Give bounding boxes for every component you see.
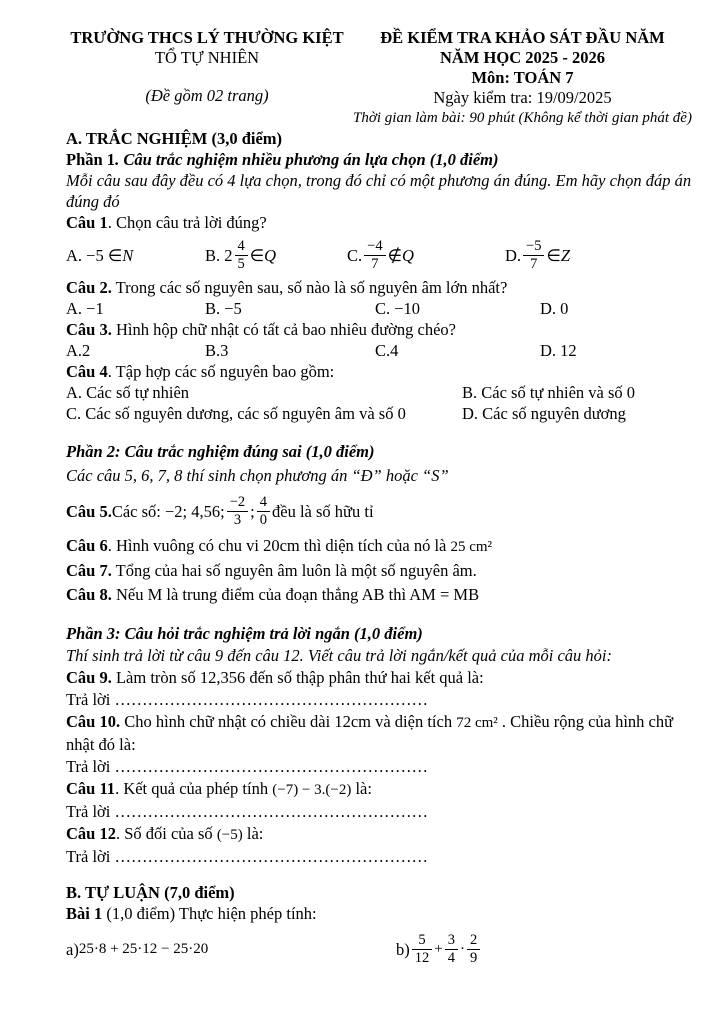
option-d-relation: ∈ [546, 245, 561, 265]
question-10 [66, 711, 697, 756]
question-1-options [66, 233, 697, 277]
question-9-label: Câu 9. [66, 668, 112, 687]
numerator: −4 [364, 238, 385, 255]
exercise-1a [66, 939, 396, 960]
question-8-label: Câu 8. [66, 585, 112, 604]
question-12-tail: là: [242, 824, 264, 843]
option-b: B. Các số tự nhiên và số 0 [462, 383, 636, 402]
numerator: −5 [523, 238, 544, 255]
option-d: D. 12 [540, 341, 577, 360]
numerator: 4 [257, 494, 270, 511]
option-b: B. −5 [205, 299, 242, 318]
question-2-label: Câu 2. [66, 278, 112, 297]
subject-line: Môn: TOÁN 7 [471, 68, 574, 87]
question-8 [66, 583, 697, 607]
question-4-options-row1 [66, 382, 697, 403]
question-2-text: Trong các số nguyên sau, số nào là số nguyên âm lớn nhất? [111, 278, 508, 297]
question-3 [66, 319, 697, 340]
question-11-math: (−7) − 3.(−2) [272, 782, 352, 798]
denominator: 3 [233, 511, 242, 528]
exam-duration: Thời gian làm bài: 90 phút (Không kể thời gian phát đề) [353, 110, 692, 126]
answer-line-10: Trả lời ………………………………………………… [66, 757, 428, 776]
question-2-options [66, 298, 697, 319]
question-7 [66, 559, 697, 583]
question-1-label: Câu 1 [66, 213, 108, 232]
section-a-title: A. TRẮC NGHIỆM (3,0 điểm) [66, 129, 283, 148]
part3-instruction: Thí sinh trả lời từ câu 9 đến câu 12. Viết câu trả lời ngắn/kết quả của mỗi câu hỏi: [66, 646, 612, 665]
header-right-block [348, 28, 697, 128]
exercise-1-text: (1,0 điểm) Thực hiện phép tính: [102, 904, 317, 923]
option-d: D. Các số nguyên dương [462, 404, 626, 423]
question-12-label: Câu 12 [66, 824, 116, 843]
plus-operator: + [434, 940, 443, 957]
fraction [412, 932, 433, 965]
option-c [347, 238, 505, 271]
question-11-tail: là: [351, 779, 372, 798]
denominator: 9 [469, 949, 478, 966]
question-1-text: . Chọn câu trả lời đúng? [107, 213, 267, 232]
fraction [364, 238, 385, 271]
denominator: 7 [530, 255, 538, 272]
question-5-separator: ; [250, 501, 255, 521]
question-12-text: . Số đối của số [115, 824, 217, 843]
question-4-text: . Tập hợp các số nguyên bao gồm: [107, 362, 335, 381]
option-c-text: C. [347, 245, 363, 265]
question-12-math: (−5) [216, 827, 243, 843]
option-b-relation: ∈ [249, 245, 265, 265]
fraction [235, 238, 248, 271]
question-7-label: Câu 7. [66, 561, 112, 580]
question-2 [66, 277, 697, 298]
option-d [505, 238, 697, 271]
question-5-text: Các số: −2; 4,56; [111, 501, 225, 521]
option-b-set: Q [264, 245, 277, 265]
option-a: A. Các số tự nhiên [66, 383, 190, 402]
fraction [445, 932, 458, 965]
fraction [257, 494, 270, 527]
question-9-text: Làm tròn số 12,356 đến số thập phân thứ hai kết quả là: [111, 668, 484, 687]
answer-line-9: Trả lời ………………………………………………… [66, 690, 428, 709]
denominator: 4 [447, 949, 455, 966]
exam-title: ĐỀ KIỂM TRA KHẢO SÁT ĐẦU NĂM [380, 28, 665, 47]
section-b-title: B. TỰ LUẬN (7,0 điểm) [66, 883, 235, 902]
option-a-set: N [122, 245, 134, 265]
part2-instruction: Các câu 5, 6, 7, 8 thí sinh chọn phương án “Đ” hoặc “S” [66, 466, 449, 485]
numerator: 3 [445, 932, 458, 949]
numerator: 5 [412, 932, 433, 949]
option-a: A. −1 [66, 299, 104, 318]
question-4-label: Câu 4 [66, 362, 108, 381]
question-6-label: Câu 6 [66, 536, 108, 555]
option-c-set: Q [401, 245, 414, 265]
question-5-label: Câu 5. [66, 501, 112, 521]
question-12 [66, 823, 697, 846]
exam-header [66, 28, 697, 128]
answer-line-12: Trả lời ………………………………………………… [66, 847, 428, 866]
part1-label: Phần 1 [66, 150, 116, 169]
option-b-text: B. 2 [205, 245, 233, 265]
exercise-1a-key: a) [66, 939, 79, 959]
denominator: 12 [414, 949, 430, 966]
exercise-1-parts [66, 926, 697, 972]
question-10-math: 72 cm² [456, 715, 498, 731]
question-10-label: Câu 10. [66, 712, 121, 731]
part1-instruction: Mỗi câu sau đây đều có 4 lựa chọn, trong đó chỉ có một phương án đúng. Em hãy chọn đáp án đúng đó [66, 171, 692, 211]
option-a-text: A. −5 ∈ [66, 245, 123, 265]
question-4-options-row2 [66, 403, 697, 424]
question-3-text: Hình hộp chữ nhật có tất cả bao nhiêu đường chéo? [111, 320, 456, 339]
multiply-operator: · [459, 940, 465, 957]
part1-title: . Câu trắc nghiệm nhiều phương án lựa chọn (1,0 điểm) [115, 150, 499, 169]
exercise-1-heading [66, 903, 697, 924]
question-4 [66, 361, 697, 382]
department-name: TỔ TỰ NHIÊN [154, 48, 260, 67]
question-11-label: Câu 11 [66, 779, 116, 798]
option-d: D. 0 [540, 299, 569, 318]
header-left-block [66, 28, 348, 128]
exercise-1b-key: b) [396, 939, 410, 959]
exercise-1b [396, 932, 482, 965]
option-b: B.3 [205, 341, 229, 360]
part3-heading: Phần 3: Câu hỏi trắc nghiệm trả lời ngắn (1,0 điểm) [66, 624, 423, 643]
school-year: NĂM HỌC 2025 - 2026 [440, 48, 605, 67]
denominator: 7 [371, 255, 379, 272]
denominator: 0 [259, 511, 268, 528]
exercise-1a-expression: 25·8 + 25·12 − 25·20 [78, 940, 209, 957]
fraction [523, 238, 544, 271]
option-a [66, 245, 205, 266]
denominator: 5 [237, 255, 245, 272]
question-10-text: Cho hình chữ nhật có chiều dài 12cm và diện tích [120, 712, 457, 731]
question-11-text: . Kết quả của phép tính [115, 779, 273, 798]
question-5 [66, 488, 697, 534]
option-b [205, 238, 347, 271]
question-3-label: Câu 3. [66, 320, 112, 339]
exercise-1-label: Bài 1 [66, 904, 103, 923]
question-1 [66, 212, 697, 233]
question-6 [66, 534, 697, 559]
option-a: A.2 [66, 341, 91, 360]
question-3-options [66, 340, 697, 361]
question-7-text: Tổng của hai số nguyên âm luôn là một số nguyên âm. [111, 561, 477, 580]
option-c: C. −10 [375, 299, 421, 318]
question-11 [66, 778, 697, 801]
answer-line-11: Trả lời ………………………………………………… [66, 802, 428, 821]
fraction [467, 932, 480, 965]
option-c-relation: ∉ [387, 245, 402, 265]
numerator: 2 [467, 932, 480, 949]
part2-heading: Phần 2: Câu trắc nghiệm đúng sai (1,0 điểm) [66, 442, 375, 461]
question-6-math: 25 cm² [450, 539, 493, 555]
fraction [227, 494, 248, 527]
question-9 [66, 667, 697, 689]
numerator: 4 [235, 238, 248, 255]
question-10-tail: . Chiều rộng của hình chữ nhật đó là: [66, 712, 674, 754]
option-d-set: Z [560, 245, 571, 265]
question-5-tail: đều là số hữu tỉ [272, 501, 374, 521]
option-c: C. Các số nguyên dương, các số nguyên âm và số 0 [66, 404, 406, 423]
part1-heading [66, 149, 697, 170]
option-c: C.4 [375, 341, 399, 360]
question-8-text: Nếu M là trung điểm của đoạn thẳng AB thì AM = MB [111, 585, 480, 604]
pages-note: (Đề gồm 02 trang) [145, 86, 269, 105]
numerator: −2 [227, 494, 248, 511]
option-d-text: D. [505, 245, 522, 265]
school-name: TRƯỜNG THCS LÝ THƯỜNG KIỆT [70, 28, 344, 47]
exam-date: Ngày kiểm tra: 19/09/2025 [433, 88, 612, 107]
question-6-text: . Hình vuông có chu vi 20cm thì diện tích của nó là [107, 536, 451, 555]
